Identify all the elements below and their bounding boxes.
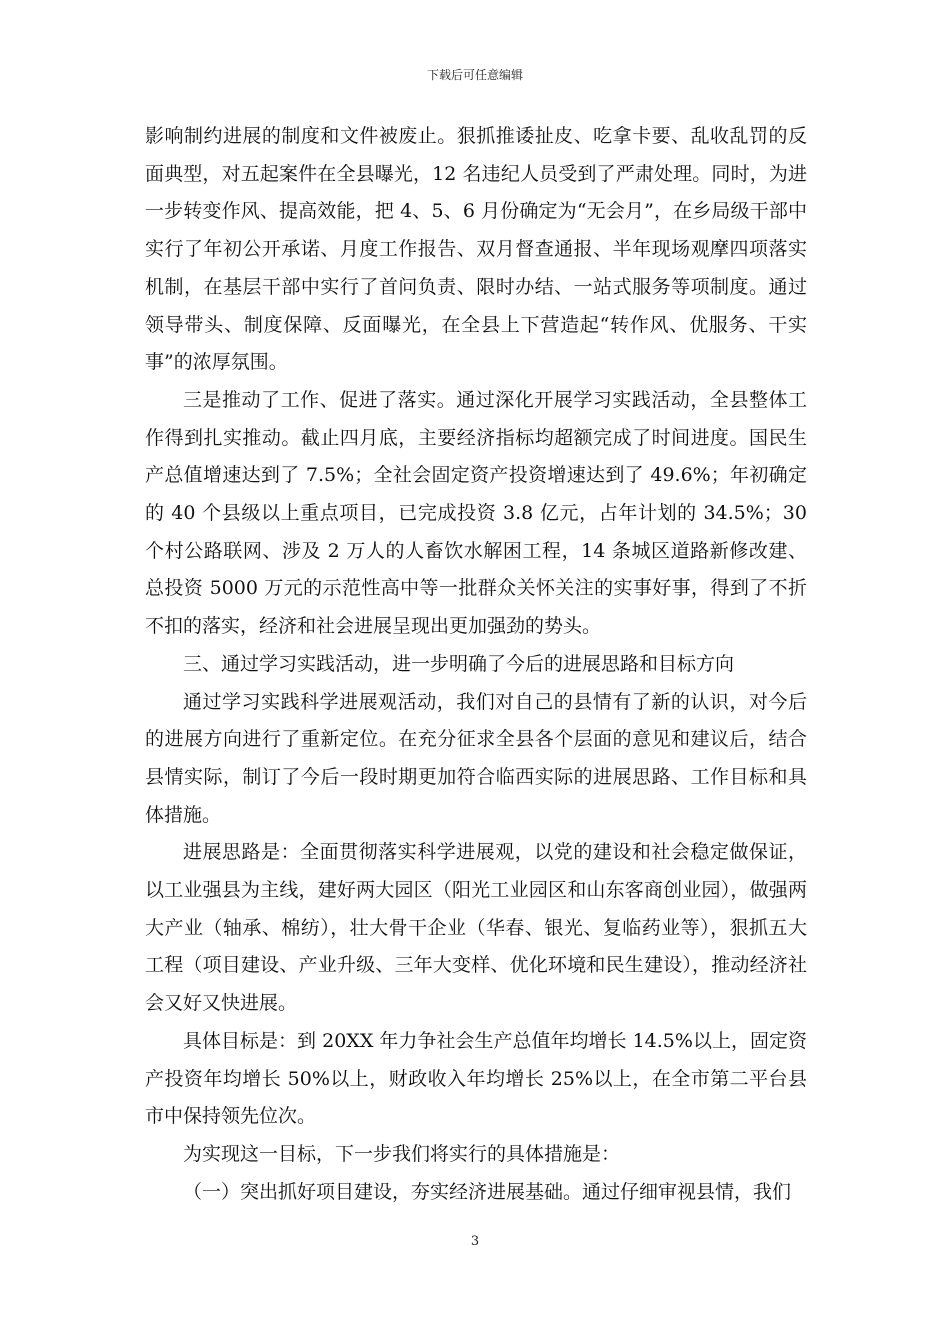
paragraph-measure-one: （一）突出抓好项目建设，夯实经济进展基础。通过仔细审视县情，我们 bbox=[183, 1180, 792, 1203]
paragraph-measures-intro: 为实现这一目标，下一步我们将实行的具体措施是： bbox=[183, 1142, 621, 1165]
paragraph-development-ideas: 进展思路是：全面贯彻落实科学进展观，以党的建设和社会稳定做保证，以工业强县为主线，建好两大园区（阳光工业园区和山东客商创业园），做强两大产业（轴承、棉纺），壮大骨干企业（华春、银光、复临药业等），狠抓五大工程（项目建设、产业升级、三年大变样、优化环境和民生建设），推动经济社会又好又快进展。 bbox=[145, 841, 807, 1015]
body-text bbox=[145, 118, 807, 1211]
header-note: 下载后可任意编辑 bbox=[426, 68, 523, 82]
paragraph-continuation: 影响制约进展的制度和文件被废止。狠抓推诿扯皮、吃拿卡要、乱收乱罚的反面典型，对五起案件在全县曝光，12 名违纪人员受到了严肃处理。同时，为进一步转变作风、提高效能，把 4、5、6 月份确定为“无会月”，在乡局级干部中实行了年初公开承诺、月度工作报告、双月督查通报、半年现场观摩四项落实机制，在基层干部中实行了首问负责、限时办结、一站式服务等项制度。通过领导带头、制度保障、反面曝光，在全县上下营造起“转作风、优服务、干实事”的浓厚氛围。 bbox=[145, 125, 807, 374]
section-heading: 三、通过学习实践活动，进一步明确了今后的进展思路和目标方向 bbox=[183, 652, 735, 675]
paragraph-new-understanding: 通过学习实践科学进展观活动，我们对自己的县情有了新的认识，对今后的进展方向进行了重新定位。在充分征求全县各个层面的意见和建议后，结合县情实际，制订了今后一段时期更加符合临西实际的进展思路、工作目标和具体措施。 bbox=[145, 690, 807, 826]
paragraph-specific-goals: 具体目标是：到 20XX 年力争社会生产总值年均增长 14.5%以上，固定资产投资年均增长 50%以上，财政收入年均增长 25%以上，在全市第二平台县市中保持领先位次。 bbox=[145, 1029, 807, 1128]
page-number: 3 bbox=[470, 1234, 480, 1249]
paragraph-progress: 三是推动了工作、促进了落实。通过深化开展学习实践活动，全县整体工作得到扎实推动。截止四月底，主要经济指标均超额完成了时间进度。国民生产总值增速达到了 7.5%；全社会固定资产投资增速达到了 49.6%；年初确定的 40 个县级以上重点项目，已完成投资 3.8 亿元，占年计划的 34.5%；30 个村公路联网、涉及 2 万人的人畜饮水解困工程，14 条城区道路新修改建、总投资 5000 万元的示范性高中等一批群众关怀关注的实事好事，得到了不折不扣的落实，经济和社会进展呈现出更加强劲的势头。 bbox=[145, 388, 807, 638]
